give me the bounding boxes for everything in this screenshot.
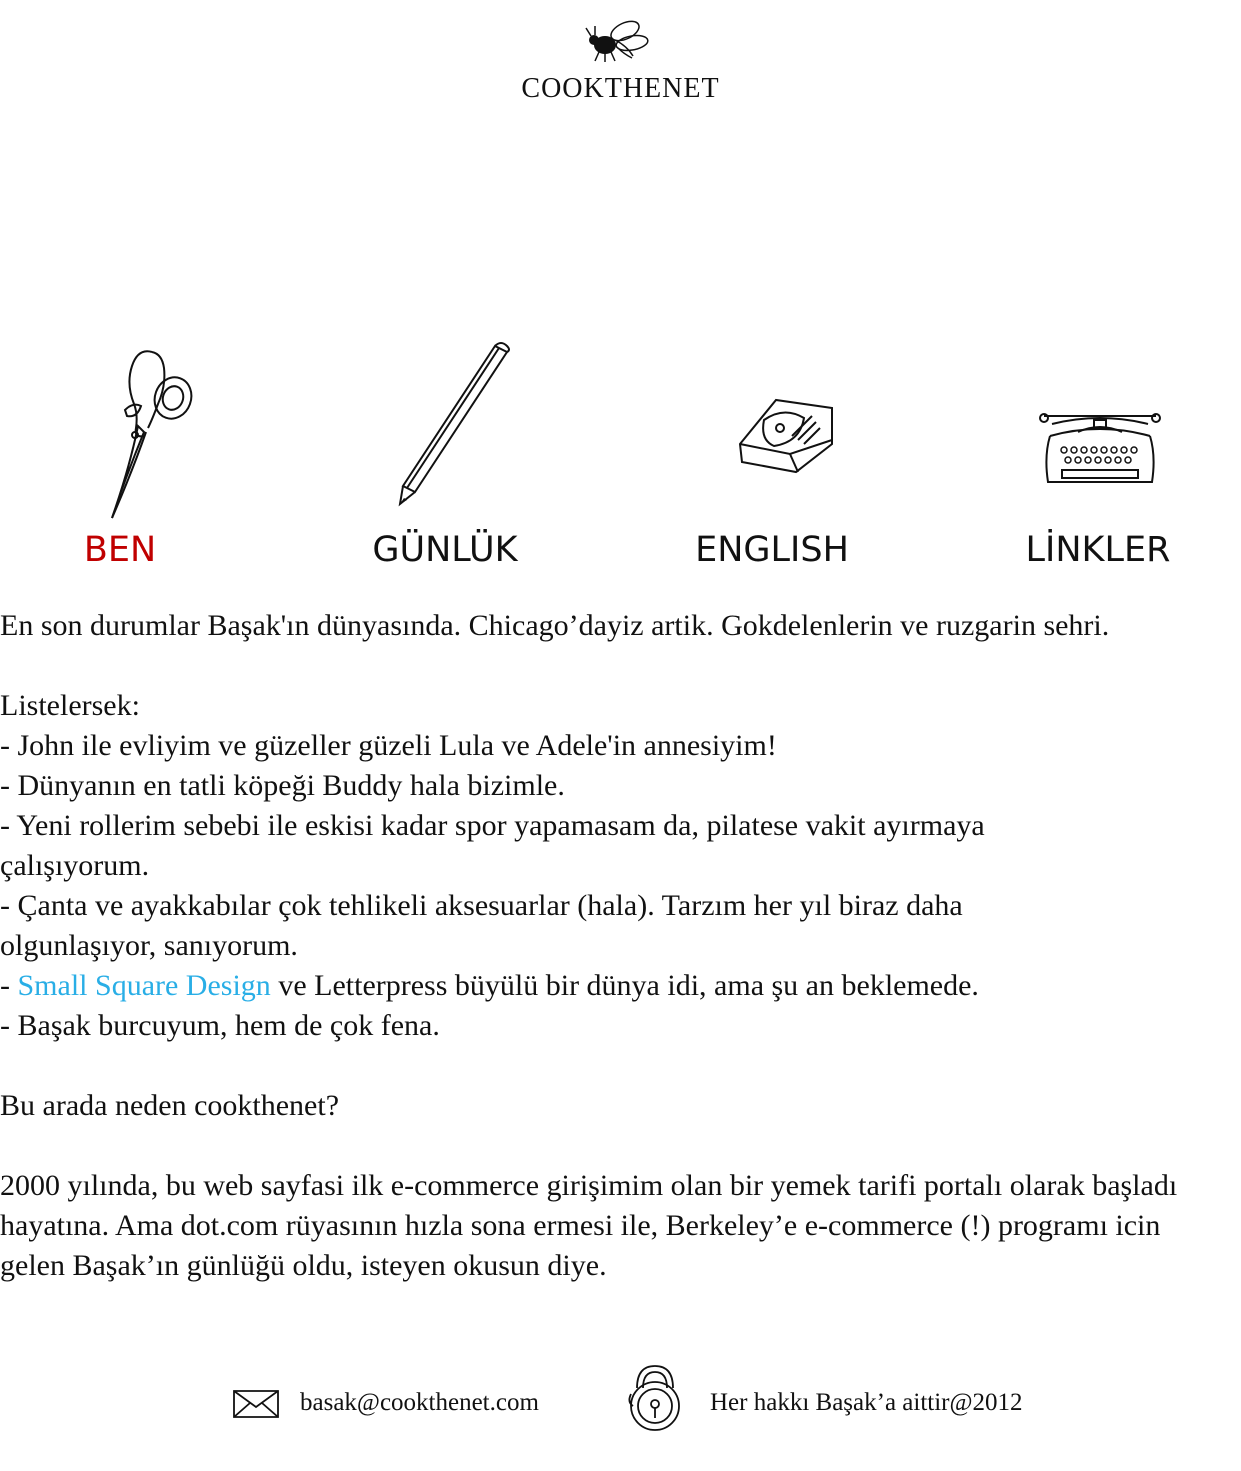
about-content <box>0 606 1241 1286</box>
list-item: - Başak burcuyum, hem de çok fena. <box>0 1009 440 1042</box>
pencil-icon[interactable] <box>325 340 565 525</box>
nav-label-gunluk[interactable]: GÜNLÜK <box>372 530 518 570</box>
small-square-design-link[interactable]: Small Square Design <box>17 969 271 1002</box>
padlock-icon <box>623 1362 687 1432</box>
footer <box>0 1360 1241 1440</box>
nav-label-linkler[interactable]: LİNKLER <box>1025 530 1171 570</box>
history-text: 2000 yılında, bu web sayfasi ilk e-commerce girişimim olan bir yemek tarifi portalı olarak başladı hayatına. Ama dot.com rüyasının hızla sona ermesi ile, Berkeley’e e-commerce (!) programı icin gelen Başak’ın günlüğü oldu, isteyen okusun diye. <box>0 1169 1178 1282</box>
nav-label-ben[interactable]: BEN <box>83 530 157 570</box>
site-title[interactable]: COOKTHENET <box>521 73 720 104</box>
list-item: - Çanta ve ayakkabılar çok tehlikeli aksesuarlar (hala). Tarzım her yıl biraz daha olgunlaşıyor, sanıyorum. <box>0 889 963 962</box>
nav-item-linkler[interactable] <box>978 340 1218 580</box>
nav-item-ben[interactable] <box>0 340 240 580</box>
list-item <box>0 966 1241 1006</box>
envelope-icon[interactable] <box>232 1388 280 1420</box>
nav-item-english[interactable] <box>652 340 892 580</box>
list-item: - John ile evliyim ve güzeller güzeli Lula ve Adele'in annesiyim! <box>0 729 777 762</box>
scissors-icon[interactable] <box>0 340 240 525</box>
nav-item-gunluk[interactable] <box>325 340 565 580</box>
typewriter-icon[interactable] <box>978 340 1218 525</box>
list-item: - Yeni rollerim sebebi ile eskisi kadar spor yapamasam da, pilatese vakit ayırmaya çalışıyorum. <box>0 809 985 882</box>
nav-label-english[interactable]: ENGLISH <box>695 530 849 570</box>
sharpener-icon[interactable] <box>652 340 892 525</box>
email-link[interactable]: basak@cookthenet.com <box>300 1389 539 1416</box>
list-item-suffix: ve Letterpress büyülü bir dünya idi, ama şu an beklemede. <box>270 969 979 1002</box>
bee-icon[interactable] <box>585 18 651 64</box>
list-item-prefix: - <box>0 969 18 1002</box>
intro-text: En son durumlar Başak'ın dünyasında. Chicago’dayiz artik. Gokdelenlerin ve ruzgarin sehri. <box>0 609 1110 642</box>
question-text: Bu arada neden cookthenet? <box>0 1089 340 1122</box>
list-title: Listelersek: <box>0 689 140 722</box>
list-item: - Dünyanın en tatli köpeği Buddy hala bizimle. <box>0 769 565 802</box>
copyright-text: Her hakkı Başak’a aittir@2012 <box>710 1389 1023 1416</box>
